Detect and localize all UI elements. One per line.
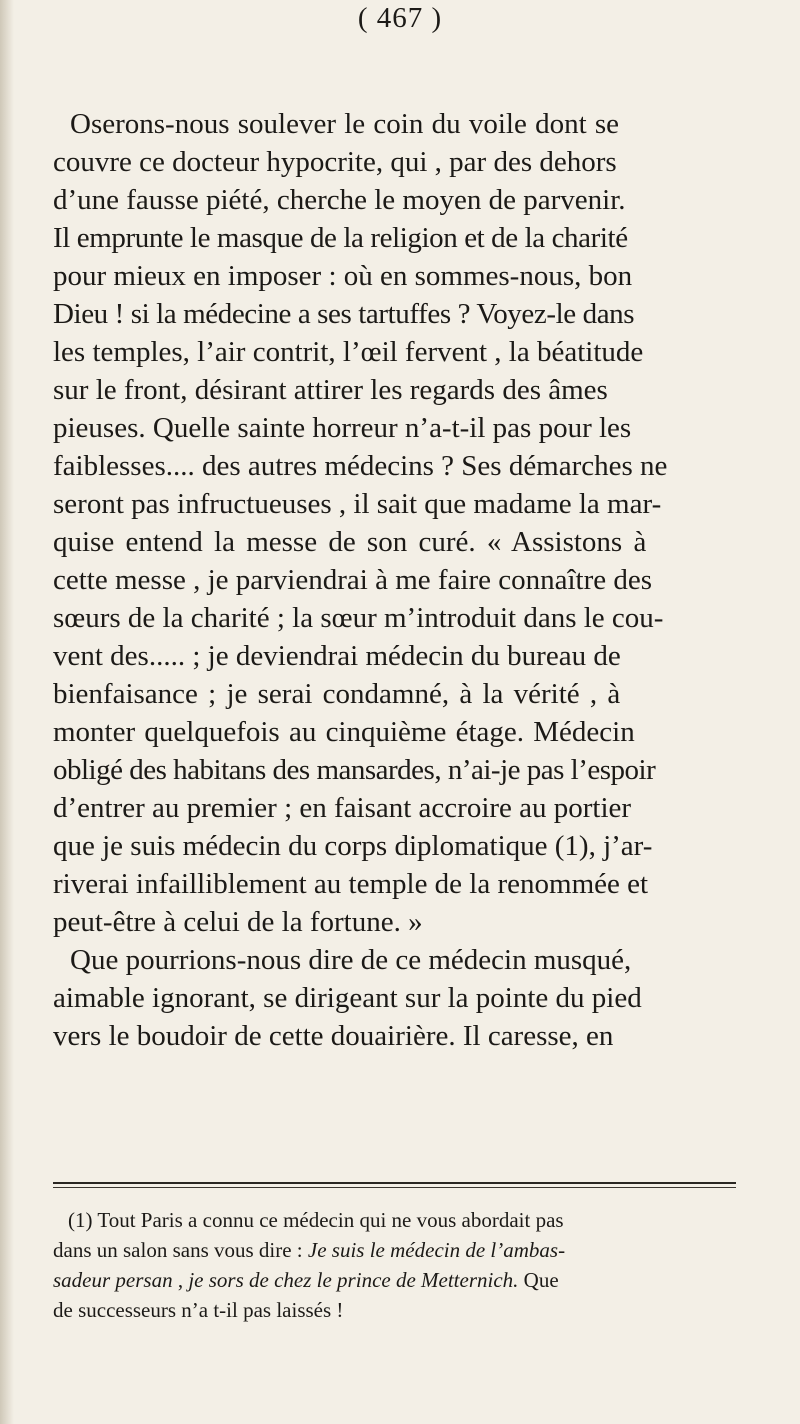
text-line: couvre ce docteur hypocrite, qui , par des dehors [53, 146, 617, 178]
text-line: sur le front, désirant attirer les regards des âmes [53, 374, 608, 406]
footnote-text: Que [518, 1268, 559, 1292]
text-line: d’une fausse piété, cherche le moyen de parvenir. [53, 184, 626, 216]
text-line: Que pourrions-nous dire de ce médecin musqué, [70, 944, 632, 976]
page-edge-shadow [0, 0, 14, 1424]
text-line: faiblesses.... des autres médecins ? Ses démarches ne [53, 450, 668, 482]
text-line: Il emprunte le masque de la religion et de la charité [53, 222, 628, 254]
footnote-quote: sadeur persan [53, 1268, 173, 1292]
footnote-quote: Je suis le médecin de l’ambas- [307, 1238, 566, 1262]
text-line: pieuses. Quelle sainte horreur n’a-t-il pas pour les [53, 412, 632, 444]
text-line: vers le boudoir de cette douairière. Il caresse, en [53, 1020, 614, 1052]
page-number: ( 467 ) [357, 2, 443, 34]
footnote-line [53, 1236, 565, 1264]
text-line: sœurs de la charité ; la sœur m’introduit dans le cou- [53, 602, 664, 634]
text-line: Dieu ! si la médecine a ses tartuffes ? Voyez-le dans [53, 298, 635, 330]
footnote-divider [53, 1182, 736, 1184]
text-line: pour mieux en imposer : où en sommes-nous, bon [53, 260, 633, 292]
footnote-divider-thin [53, 1187, 736, 1188]
footnote-text: dans un salon sans vous dire : [53, 1238, 308, 1262]
footnote-line: (1) Tout Paris a connu ce médecin qui ne vous abordait pas [68, 1208, 564, 1232]
text-line: les temples, l’air contrit, l’œil fervent , la béatitude [53, 336, 644, 368]
text-line: seront pas infructueuses , il sait que madame la mar- [53, 488, 662, 520]
text-line: Oserons-nous soulever le coin du voile dont se [70, 108, 620, 140]
footnote-quote: je sors de chez le prince de Metternich. [188, 1268, 519, 1292]
text-line: monter quelquefois au cinquième étage. Médecin [53, 716, 635, 748]
text-line: que je suis médecin du corps diplomatique (1), j’ar- [53, 830, 653, 862]
footnote-text: , [172, 1268, 189, 1292]
text-line: aimable ignorant, se dirigeant sur la pointe du pied [53, 982, 642, 1014]
text-line: cette messe , je parviendrai à me faire connaître des [53, 564, 653, 596]
footnote-line: de successeurs n’a t-il pas laissés ! [53, 1298, 344, 1322]
text-line: quise entend la messe de son curé. « Assistons à [53, 526, 647, 558]
text-line: riverai infailliblement au temple de la renommée et [53, 868, 649, 900]
footnote-line [53, 1266, 559, 1294]
text-line: obligé des habitans des mansardes, n’ai-je pas l’espoir [53, 754, 656, 786]
text-line: bienfaisance ; je serai condamné, à la vérité , à [53, 678, 621, 710]
text-line: vent des..... ; je deviendrai médecin du bureau de [53, 640, 621, 672]
text-line: peut-être à celui de la fortune. » [53, 906, 423, 938]
text-line: d’entrer au premier ; en faisant accroire au portier [53, 792, 632, 824]
